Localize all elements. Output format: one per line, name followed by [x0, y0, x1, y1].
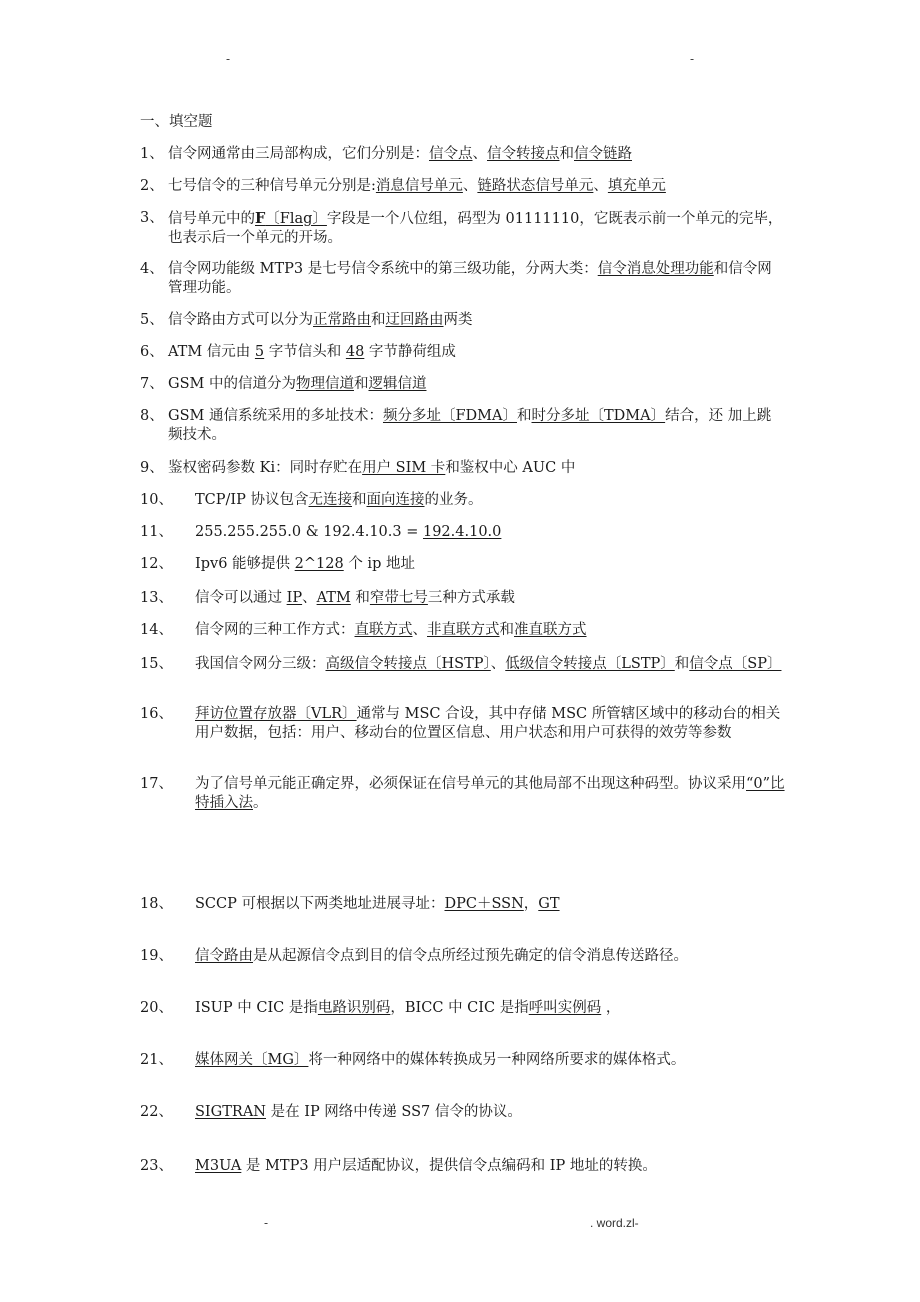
question-segment: 、 [490, 656, 506, 672]
question-text [140, 655, 785, 674]
question-text [140, 1157, 785, 1176]
question-item [140, 555, 785, 574]
question-segment: 、 [302, 590, 317, 606]
answer-blank: 信令链路 [574, 146, 632, 162]
question-segment: 鉴权密码参数 Ki：同时存贮在 [168, 460, 363, 476]
question-number: 5、 [140, 312, 164, 328]
question-item [140, 177, 785, 196]
question-segment: 和 [559, 146, 574, 162]
question-text [140, 145, 785, 164]
question-text [140, 1103, 785, 1122]
question-segment: 为了信号单元能正确定界，必须保证在信号单元的其他局部不出现这种码型。协议采用 [195, 776, 746, 792]
question-number: 7、 [140, 376, 164, 392]
question-number: 20、 [140, 1000, 173, 1016]
answer-blank: 时分多址〔TDMA〕 [531, 408, 666, 424]
question-segment: 255.255.255.0 & 192.4.10.3 = [195, 524, 423, 540]
question-item [140, 895, 785, 914]
question-number: 14、 [140, 622, 173, 638]
answer-blank: 拜访位置存放器〔VLR〕 [195, 706, 357, 722]
question-segment: 。 [253, 795, 268, 811]
question-number: 13、 [140, 590, 173, 606]
question-number: 1、 [140, 146, 164, 162]
question-segment: ， [523, 896, 539, 912]
question-segment: 信令网功能级 MTP3 是七号信令系统中的第三级功能，分两大类： [168, 261, 598, 277]
question-segment: 信令可以通过 [195, 590, 287, 606]
question-number: 10、 [140, 492, 173, 508]
answer-blank: 信令路由 [195, 948, 253, 964]
question-number: 16、 [140, 706, 173, 722]
question-item [140, 705, 785, 743]
question-segment: Ipv6 能够提供 [195, 556, 295, 572]
answer-blank: 无连接 [308, 492, 353, 508]
question-item [140, 589, 785, 608]
question-segment: 信令网通常由三局部构成，它们分别是： [168, 146, 429, 162]
question-segment: 和 [352, 492, 367, 508]
question-item [140, 459, 785, 478]
question-segment: 和鉴权中心 AUC 中 [445, 460, 576, 476]
header-left-mark: - [226, 52, 231, 66]
answer-blank: 电路识别码 [317, 1000, 391, 1016]
question-text [140, 260, 785, 298]
question-segment: 结合，还 加上跳频技术。 [168, 408, 772, 443]
answer-blank: 频分多址〔FDMA〕 [382, 408, 517, 424]
answer-blank: “0”比特插入法 [195, 776, 785, 811]
question-segment: 信号单元中的 [168, 211, 255, 227]
answer-blank: 2^128 [294, 556, 344, 572]
answer-blank: 呼叫实例码 [528, 1000, 602, 1016]
question-segment: 和 [371, 312, 386, 328]
answer-blank: DPC＋SSN [444, 896, 524, 912]
answer-blank: 信令点 [429, 146, 473, 162]
question-segment: 将一种网络中的媒体转换成另一种网络所要求的媒体格式。 [308, 1052, 686, 1068]
question-number: 21、 [140, 1052, 173, 1068]
question-text [140, 209, 785, 248]
question-segment: 是在 IP 网络中传递 SS7 信令的协议。 [266, 1104, 522, 1120]
question-segment: 信令路由方式可以分为 [168, 312, 313, 328]
question-segment: SCCP 可根据以下两类地址进展寻址： [195, 896, 445, 912]
answer-blank: 用户 SIM 卡 [362, 460, 446, 476]
answer-blank: 媒体网关〔MG〕 [195, 1052, 309, 1068]
answer-blank: 信令点〔SP〕 [689, 656, 782, 672]
answer-blank: 〔Flag〕 [265, 211, 327, 227]
question-segment: 、 [462, 178, 478, 194]
answer-blank: 48 [345, 344, 365, 360]
answer-blank: 链路状态信号单元 [477, 178, 594, 194]
answer-blank: IP [286, 590, 303, 606]
question-item [140, 1103, 785, 1122]
answer-blank: 逻辑信道 [368, 376, 427, 392]
question-item [140, 407, 785, 445]
answer-blank: 消息信号单元 [375, 178, 463, 194]
answer-blank: 物理信道 [295, 376, 354, 392]
question-number: 23、 [140, 1158, 173, 1174]
question-segment: 和 [517, 408, 532, 424]
question-text [140, 621, 785, 640]
answer-blank: M3UA [195, 1158, 242, 1174]
question-segment: 我国信令网分三级： [195, 656, 326, 672]
question-segment: ISUP 中 CIC 是指 [195, 1000, 318, 1016]
question-segment: 、 [593, 178, 608, 194]
answer-blank: 192.4.10.0 [422, 524, 502, 540]
answer-blank: 准直联方式 [514, 622, 587, 638]
answer-blank: 信令消息处理功能 [597, 261, 714, 277]
answer-blank: F [255, 210, 266, 227]
question-text [140, 589, 785, 608]
question-text [140, 523, 785, 542]
question-number: 9、 [140, 460, 164, 476]
question-text [140, 1051, 785, 1070]
answer-blank: 填充单元 [607, 178, 666, 194]
question-number: 15、 [140, 656, 173, 672]
question-number: 22、 [140, 1104, 173, 1120]
question-segment: 和 [350, 590, 370, 606]
question-number: 6、 [140, 344, 164, 360]
question-text [140, 375, 785, 394]
question-number: 12、 [140, 556, 173, 572]
footer-left-mark: - [264, 1216, 269, 1230]
question-item [140, 947, 785, 966]
answer-blank: ATM [316, 590, 351, 606]
question-number: 11、 [140, 524, 173, 540]
question-segment: GSM 通信系统采用的多址技术： [168, 408, 383, 424]
question-text [140, 177, 785, 196]
question-item [140, 523, 785, 542]
answer-blank: 窄带七号 [369, 590, 428, 606]
question-segment: 是 MTP3 用户层适配协议，提供信令点编码和 IP 地址的转换。 [241, 1158, 657, 1174]
question-number: 18、 [140, 896, 173, 912]
question-item [140, 311, 785, 330]
question-item [140, 375, 785, 394]
question-segment: 字节静荷组成 [364, 344, 456, 360]
question-segment: ， [601, 1000, 621, 1016]
question-text [140, 775, 785, 813]
header-right-mark: - [690, 52, 695, 66]
question-item [140, 1051, 785, 1070]
question-text [140, 947, 785, 966]
answer-blank: 非直联方式 [427, 622, 500, 638]
question-text [140, 343, 785, 362]
question-item [140, 999, 785, 1018]
question-segment: 字节信头和 [264, 344, 346, 360]
question-segment: 两类 [443, 312, 473, 328]
question-segment: 三种方式承载 [427, 590, 515, 606]
section-title: 一、填空题 [140, 114, 213, 130]
question-segment: 和 [674, 656, 690, 672]
question-item [140, 655, 785, 674]
question-segment: 和信令网管理功能。 [168, 261, 772, 296]
question-item [140, 1157, 785, 1176]
question-segment: 和 [499, 622, 514, 638]
question-segment: 、 [412, 622, 427, 638]
answer-blank: SIGTRAN [195, 1104, 266, 1120]
answer-blank: 正常路由 [313, 312, 371, 328]
question-segment: 七号信令的三种信号单元分别是: [168, 178, 376, 194]
question-segment: TCP/IP 协议包含 [195, 492, 309, 508]
question-segment: 和 [353, 376, 369, 392]
answer-blank: GT [538, 896, 560, 912]
question-number: 17、 [140, 776, 173, 792]
question-item [140, 621, 785, 640]
answer-blank: 直联方式 [354, 622, 413, 638]
answer-blank: 低级信令转接点〔LSTP〕 [505, 656, 675, 672]
question-segment: 信令网的三种工作方式： [195, 622, 355, 638]
answer-blank: 信令转接点 [487, 146, 560, 162]
question-number: 4、 [140, 261, 164, 277]
question-number: 3、 [140, 210, 164, 226]
question-item [140, 209, 785, 248]
question-text [140, 705, 785, 743]
question-segment: ATM 信元由 [168, 344, 255, 360]
question-text [140, 311, 785, 330]
question-segment: ，BICC 中 CIC 是指 [390, 1000, 529, 1016]
footer-text: . word.zl- [590, 1216, 639, 1230]
question-text [140, 407, 785, 445]
question-number: 2、 [140, 178, 164, 194]
question-number: 8、 [140, 408, 164, 424]
question-segment: 的业务。 [424, 492, 483, 508]
question-segment: 字段是一个八位组，码型为 01111110，它既表示前一个单元的完毕，也表示后一个单元的开场。 [168, 211, 783, 246]
answer-blank: 5 [254, 344, 265, 360]
question-item [140, 343, 785, 362]
question-segment: 是从起源信令点到目的信令点所经过预先确定的信令消息传送路径。 [253, 948, 688, 964]
question-text [140, 555, 785, 574]
question-item [140, 260, 785, 298]
question-number: 19、 [140, 948, 173, 964]
question-text [140, 459, 785, 478]
question-item [140, 145, 785, 164]
question-segment: 通常与 MSC 合设，其中存储 MSC 所管辖区域中的移动台的相关用户数据，包括：用户、移动台的位置区信息、用户状态和用户可获得的效劳等参数 [195, 706, 781, 741]
question-segment: GSM 中的信道分为 [168, 376, 296, 392]
answer-blank: 高级信令转接点〔HSTP〕 [325, 656, 491, 672]
question-text [140, 999, 785, 1018]
question-text [140, 491, 785, 510]
question-segment: 、 [472, 146, 487, 162]
answer-blank: 迂回路由 [385, 312, 444, 328]
answer-blank: 面向连接 [366, 492, 425, 508]
question-segment: 个 ip 地址 [343, 556, 415, 572]
question-item [140, 775, 785, 813]
question-item [140, 491, 785, 510]
question-text [140, 895, 785, 914]
